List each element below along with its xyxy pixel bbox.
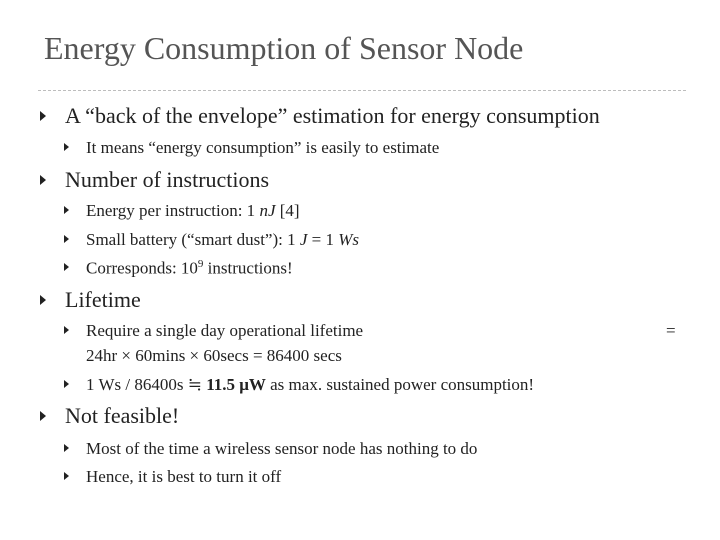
side-equals-mark: =	[666, 321, 676, 340]
bullet-text: Small battery (“smart dust”): 1 J = 1 Ws	[86, 230, 360, 249]
bullet-text: Corresponds: $10^9$ instructions!	[86, 258, 293, 278]
slide-title: Energy Consumption of Sensor Node	[44, 30, 524, 66]
bullet-arrow-icon	[40, 175, 46, 185]
bullet-arrow-icon	[40, 111, 46, 121]
bullet-text: A “back of the envelope” estimation for energy consumption	[65, 103, 600, 128]
bullet-arrow-icon	[64, 472, 69, 480]
bullet-arrow-icon	[64, 143, 69, 151]
bullet-text: Most of the time a wireless sensor node has nothing to do	[86, 439, 478, 458]
bullet-arrow-icon	[64, 444, 69, 452]
bullet-arrow-icon	[40, 411, 46, 421]
title-divider	[38, 90, 686, 91]
bullet-text: 1 Ws / 86400s ≒ 11.5 μW as max. sustained power consumption!	[86, 375, 535, 394]
bullet-arrow-icon	[64, 326, 69, 334]
bullet-text: It means “energy consumption” is easily to estimate	[86, 138, 440, 157]
bullet-text: Lifetime	[65, 287, 141, 312]
bullet-text: Hence, it is best to turn it off	[86, 467, 282, 486]
bullet-text: Not feasible!	[65, 403, 180, 428]
bullet-arrow-icon	[64, 380, 69, 388]
bullet-arrow-icon	[40, 295, 46, 305]
bullet-arrow-icon	[64, 235, 69, 243]
bullet-arrow-icon	[64, 263, 69, 271]
bullet-arrow-icon	[64, 206, 69, 214]
sub-bullet-continuation: 24hr × 60mins × 60secs = 86400 secs	[86, 346, 342, 365]
bullet-text: Number of instructions	[65, 167, 270, 192]
bullet-text: Energy per instruction: 1 nJ [4]	[86, 201, 300, 220]
bullet-text: Require a single day operational lifetime	[86, 321, 364, 340]
